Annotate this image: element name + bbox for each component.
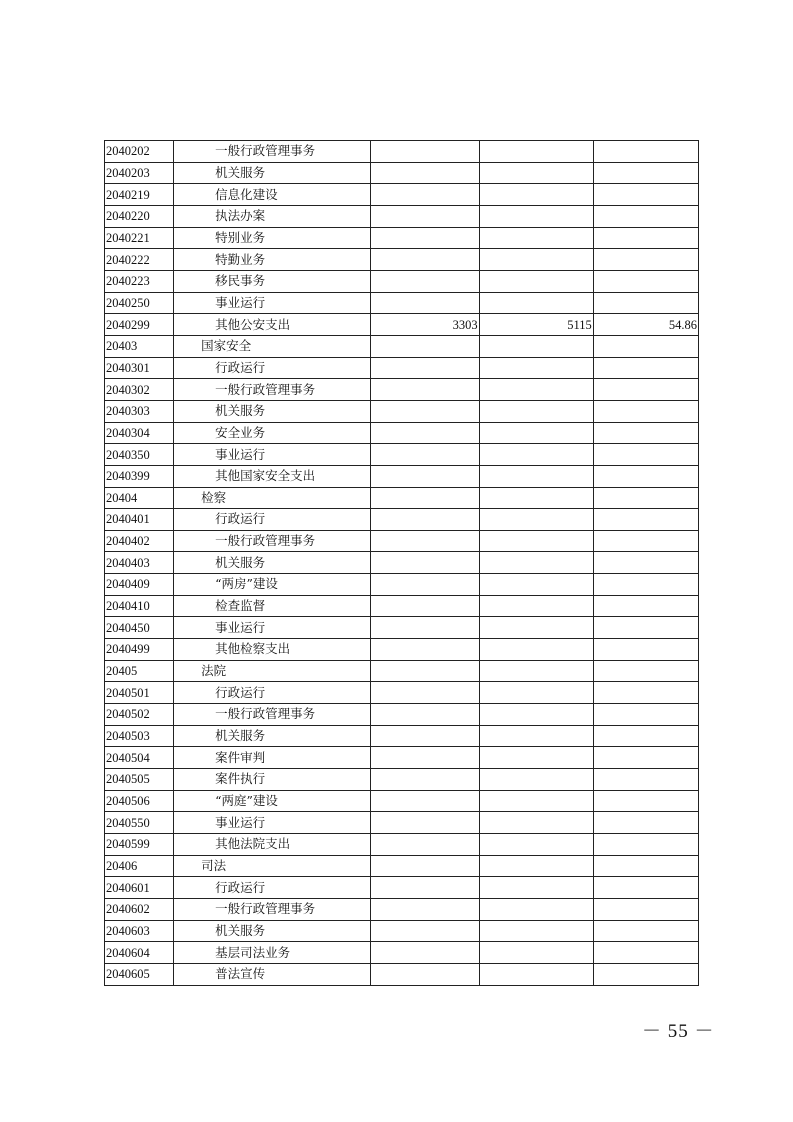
budget-table-body bbox=[105, 141, 699, 986]
row-value-col-3 bbox=[593, 465, 698, 487]
row-value-col-1: 3303 bbox=[371, 314, 479, 336]
row-value-col-3 bbox=[593, 184, 698, 206]
row-code-cell: 2040603 bbox=[105, 920, 174, 942]
row-value-col-2 bbox=[479, 898, 593, 920]
row-value-col-2 bbox=[479, 422, 593, 444]
row-code-cell: 2040221 bbox=[105, 227, 174, 249]
row-value-col-2 bbox=[479, 552, 593, 574]
row-code-cell: 2040503 bbox=[105, 725, 174, 747]
table-row bbox=[105, 314, 699, 336]
row-code-cell: 2040399 bbox=[105, 465, 174, 487]
row-value-col-1 bbox=[371, 422, 479, 444]
row-value-col-1 bbox=[371, 162, 479, 184]
row-value-col-2 bbox=[479, 249, 593, 271]
row-code-cell: 2040301 bbox=[105, 357, 174, 379]
row-value-col-3 bbox=[593, 704, 698, 726]
row-value-col-2 bbox=[479, 141, 593, 163]
row-item-name-cell: 机关服务 bbox=[174, 400, 371, 422]
row-item-name-cell: 基层司法业务 bbox=[174, 942, 371, 964]
row-value-col-2: 5115 bbox=[479, 314, 593, 336]
page-number: － 55 － bbox=[642, 1021, 715, 1042]
row-item-name-cell: 其他国家安全支出 bbox=[174, 465, 371, 487]
row-value-col-3 bbox=[593, 769, 698, 791]
row-item-name-cell: 一般行政管理事务 bbox=[174, 704, 371, 726]
row-value-col-1 bbox=[371, 639, 479, 661]
row-value-col-2 bbox=[479, 530, 593, 552]
row-value-col-3 bbox=[593, 379, 698, 401]
row-value-col-3 bbox=[593, 487, 698, 509]
row-value-col-1 bbox=[371, 877, 479, 899]
row-value-col-2 bbox=[479, 444, 593, 466]
row-code-cell: 2040223 bbox=[105, 270, 174, 292]
row-item-name-cell: 事业运行 bbox=[174, 617, 371, 639]
row-value-col-2 bbox=[479, 465, 593, 487]
row-value-col-1 bbox=[371, 704, 479, 726]
row-value-col-1 bbox=[371, 660, 479, 682]
row-value-col-3 bbox=[593, 249, 698, 271]
row-value-col-1 bbox=[371, 530, 479, 552]
row-code-cell: 2040502 bbox=[105, 704, 174, 726]
table-row bbox=[105, 335, 699, 357]
row-value-col-3 bbox=[593, 400, 698, 422]
row-value-col-3 bbox=[593, 790, 698, 812]
row-code-cell: 2040505 bbox=[105, 769, 174, 791]
table-row bbox=[105, 812, 699, 834]
row-value-col-1 bbox=[371, 595, 479, 617]
row-value-col-2 bbox=[479, 682, 593, 704]
row-code-cell: 2040403 bbox=[105, 552, 174, 574]
row-item-name-cell: “两庭”建设 bbox=[174, 790, 371, 812]
row-value-col-1 bbox=[371, 942, 479, 964]
row-value-col-3 bbox=[593, 898, 698, 920]
row-value-col-2 bbox=[479, 400, 593, 422]
row-value-col-2 bbox=[479, 855, 593, 877]
row-value-col-1 bbox=[371, 141, 479, 163]
table-row bbox=[105, 357, 699, 379]
row-value-col-1 bbox=[371, 357, 479, 379]
row-code-cell: 2040203 bbox=[105, 162, 174, 184]
row-value-col-2 bbox=[479, 617, 593, 639]
row-value-col-3 bbox=[593, 162, 698, 184]
table-row bbox=[105, 790, 699, 812]
row-value-col-2 bbox=[479, 292, 593, 314]
table-row bbox=[105, 400, 699, 422]
table-row bbox=[105, 617, 699, 639]
row-value-col-1 bbox=[371, 249, 479, 271]
row-value-col-2 bbox=[479, 877, 593, 899]
row-code-cell: 20403 bbox=[105, 335, 174, 357]
row-value-col-3 bbox=[593, 855, 698, 877]
row-value-col-3 bbox=[593, 660, 698, 682]
row-item-name-cell: “两房”建设 bbox=[174, 574, 371, 596]
table-row bbox=[105, 552, 699, 574]
table-row bbox=[105, 249, 699, 271]
row-value-col-3 bbox=[593, 595, 698, 617]
table-row bbox=[105, 834, 699, 856]
row-value-col-3 bbox=[593, 422, 698, 444]
row-value-col-1 bbox=[371, 747, 479, 769]
row-item-name-cell: 一般行政管理事务 bbox=[174, 530, 371, 552]
row-value-col-3 bbox=[593, 682, 698, 704]
row-code-cell: 2040550 bbox=[105, 812, 174, 834]
row-value-col-1 bbox=[371, 920, 479, 942]
row-value-col-1 bbox=[371, 769, 479, 791]
row-code-cell: 2040401 bbox=[105, 509, 174, 531]
row-value-col-3 bbox=[593, 812, 698, 834]
table-row bbox=[105, 379, 699, 401]
table-row bbox=[105, 877, 699, 899]
table-row bbox=[105, 162, 699, 184]
table-row bbox=[105, 465, 699, 487]
row-value-col-2 bbox=[479, 790, 593, 812]
row-item-name-cell: 机关服务 bbox=[174, 162, 371, 184]
row-value-col-2 bbox=[479, 487, 593, 509]
row-code-cell: 2040602 bbox=[105, 898, 174, 920]
row-code-cell: 20405 bbox=[105, 660, 174, 682]
row-value-col-2 bbox=[479, 747, 593, 769]
row-value-col-1 bbox=[371, 790, 479, 812]
row-code-cell: 2040302 bbox=[105, 379, 174, 401]
table-row bbox=[105, 574, 699, 596]
row-item-name-cell: 信息化建设 bbox=[174, 184, 371, 206]
row-value-col-2 bbox=[479, 162, 593, 184]
table-row bbox=[105, 855, 699, 877]
row-value-col-1 bbox=[371, 444, 479, 466]
row-value-col-3 bbox=[593, 617, 698, 639]
row-value-col-3 bbox=[593, 270, 698, 292]
row-value-col-3 bbox=[593, 205, 698, 227]
table-row bbox=[105, 942, 699, 964]
row-value-col-2 bbox=[479, 725, 593, 747]
row-value-col-3 bbox=[593, 747, 698, 769]
row-item-name-cell: 其他法院支出 bbox=[174, 834, 371, 856]
row-item-name-cell: 案件执行 bbox=[174, 769, 371, 791]
row-item-name-cell: 执法办案 bbox=[174, 205, 371, 227]
table-row bbox=[105, 747, 699, 769]
row-value-col-3 bbox=[593, 920, 698, 942]
row-value-col-3 bbox=[593, 530, 698, 552]
row-item-name-cell: 安全业务 bbox=[174, 422, 371, 444]
table-row bbox=[105, 898, 699, 920]
row-code-cell: 2040219 bbox=[105, 184, 174, 206]
row-item-name-cell: 特别业务 bbox=[174, 227, 371, 249]
row-value-col-2 bbox=[479, 639, 593, 661]
row-item-name-cell: 一般行政管理事务 bbox=[174, 898, 371, 920]
row-value-col-2 bbox=[479, 574, 593, 596]
row-code-cell: 2040409 bbox=[105, 574, 174, 596]
row-code-cell: 2040402 bbox=[105, 530, 174, 552]
row-value-col-3 bbox=[593, 227, 698, 249]
row-item-name-cell: 机关服务 bbox=[174, 920, 371, 942]
row-value-col-1 bbox=[371, 725, 479, 747]
row-value-col-2 bbox=[479, 920, 593, 942]
table-row bbox=[105, 639, 699, 661]
table-row bbox=[105, 769, 699, 791]
row-value-col-2 bbox=[479, 834, 593, 856]
row-value-col-3 bbox=[593, 834, 698, 856]
row-value-col-1 bbox=[371, 487, 479, 509]
row-value-col-3 bbox=[593, 444, 698, 466]
row-code-cell: 2040220 bbox=[105, 205, 174, 227]
row-code-cell: 2040599 bbox=[105, 834, 174, 856]
row-item-name-cell: 行政运行 bbox=[174, 357, 371, 379]
row-value-col-1 bbox=[371, 379, 479, 401]
row-value-col-2 bbox=[479, 335, 593, 357]
row-value-col-1 bbox=[371, 227, 479, 249]
table-row bbox=[105, 184, 699, 206]
row-code-cell: 20404 bbox=[105, 487, 174, 509]
table-row bbox=[105, 292, 699, 314]
row-item-name-cell: 普法宣传 bbox=[174, 963, 371, 985]
row-value-col-2 bbox=[479, 704, 593, 726]
row-value-col-3 bbox=[593, 335, 698, 357]
table-row bbox=[105, 963, 699, 985]
row-code-cell: 2040299 bbox=[105, 314, 174, 336]
row-value-col-2 bbox=[479, 184, 593, 206]
row-item-name-cell: 机关服务 bbox=[174, 552, 371, 574]
row-item-name-cell: 事业运行 bbox=[174, 444, 371, 466]
budget-table bbox=[104, 140, 699, 986]
row-item-name-cell: 一般行政管理事务 bbox=[174, 141, 371, 163]
row-value-col-2 bbox=[479, 227, 593, 249]
row-item-name-cell: 特勤业务 bbox=[174, 249, 371, 271]
row-value-col-2 bbox=[479, 595, 593, 617]
row-value-col-2 bbox=[479, 509, 593, 531]
row-item-name-cell: 事业运行 bbox=[174, 812, 371, 834]
table-row bbox=[105, 530, 699, 552]
row-value-col-3 bbox=[593, 357, 698, 379]
row-value-col-3 bbox=[593, 942, 698, 964]
row-item-name-cell: 国家安全 bbox=[174, 335, 371, 357]
row-code-cell: 2040350 bbox=[105, 444, 174, 466]
row-code-cell: 2040303 bbox=[105, 400, 174, 422]
row-value-col-3 bbox=[593, 877, 698, 899]
row-item-name-cell: 事业运行 bbox=[174, 292, 371, 314]
row-value-col-1 bbox=[371, 812, 479, 834]
row-value-col-1 bbox=[371, 834, 479, 856]
row-item-name-cell: 行政运行 bbox=[174, 682, 371, 704]
row-value-col-1 bbox=[371, 682, 479, 704]
table-row bbox=[105, 725, 699, 747]
row-item-name-cell: 行政运行 bbox=[174, 509, 371, 531]
table-row bbox=[105, 660, 699, 682]
row-value-col-2 bbox=[479, 769, 593, 791]
row-value-col-3 bbox=[593, 552, 698, 574]
table-row bbox=[105, 682, 699, 704]
row-item-name-cell: 一般行政管理事务 bbox=[174, 379, 371, 401]
row-code-cell: 2040501 bbox=[105, 682, 174, 704]
row-value-col-1 bbox=[371, 270, 479, 292]
row-code-cell: 2040504 bbox=[105, 747, 174, 769]
row-value-col-3 bbox=[593, 141, 698, 163]
row-item-name-cell: 法院 bbox=[174, 660, 371, 682]
row-item-name-cell: 司法 bbox=[174, 855, 371, 877]
table-row bbox=[105, 704, 699, 726]
row-code-cell: 2040450 bbox=[105, 617, 174, 639]
table-row bbox=[105, 920, 699, 942]
row-item-name-cell: 行政运行 bbox=[174, 877, 371, 899]
row-code-cell: 2040499 bbox=[105, 639, 174, 661]
row-item-name-cell: 机关服务 bbox=[174, 725, 371, 747]
row-value-col-1 bbox=[371, 400, 479, 422]
row-value-col-2 bbox=[479, 812, 593, 834]
row-value-col-1 bbox=[371, 898, 479, 920]
row-value-col-2 bbox=[479, 660, 593, 682]
row-code-cell: 2040506 bbox=[105, 790, 174, 812]
row-code-cell: 2040304 bbox=[105, 422, 174, 444]
row-code-cell: 20406 bbox=[105, 855, 174, 877]
table-row bbox=[105, 141, 699, 163]
row-value-col-1 bbox=[371, 184, 479, 206]
row-code-cell: 2040604 bbox=[105, 942, 174, 964]
row-value-col-3: 54.86 bbox=[593, 314, 698, 336]
row-value-col-2 bbox=[479, 270, 593, 292]
row-value-col-1 bbox=[371, 335, 479, 357]
row-value-col-3 bbox=[593, 574, 698, 596]
row-value-col-1 bbox=[371, 552, 479, 574]
table-row bbox=[105, 227, 699, 249]
row-code-cell: 2040605 bbox=[105, 963, 174, 985]
row-code-cell: 2040250 bbox=[105, 292, 174, 314]
row-value-col-2 bbox=[479, 379, 593, 401]
row-item-name-cell: 检察 bbox=[174, 487, 371, 509]
row-value-col-1 bbox=[371, 205, 479, 227]
row-item-name-cell: 检查监督 bbox=[174, 595, 371, 617]
row-code-cell: 2040222 bbox=[105, 249, 174, 271]
row-value-col-2 bbox=[479, 942, 593, 964]
row-value-col-2 bbox=[479, 963, 593, 985]
table-row bbox=[105, 595, 699, 617]
row-value-col-3 bbox=[593, 725, 698, 747]
row-code-cell: 2040202 bbox=[105, 141, 174, 163]
table-row bbox=[105, 509, 699, 531]
row-value-col-1 bbox=[371, 617, 479, 639]
row-value-col-1 bbox=[371, 292, 479, 314]
row-code-cell: 2040410 bbox=[105, 595, 174, 617]
row-item-name-cell: 案件审判 bbox=[174, 747, 371, 769]
row-value-col-3 bbox=[593, 963, 698, 985]
row-code-cell: 2040601 bbox=[105, 877, 174, 899]
row-value-col-3 bbox=[593, 292, 698, 314]
table-row bbox=[105, 487, 699, 509]
table-row bbox=[105, 205, 699, 227]
row-value-col-2 bbox=[479, 357, 593, 379]
row-value-col-1 bbox=[371, 963, 479, 985]
row-item-name-cell: 其他公安支出 bbox=[174, 314, 371, 336]
row-value-col-1 bbox=[371, 574, 479, 596]
row-item-name-cell: 其他检察支出 bbox=[174, 639, 371, 661]
row-value-col-1 bbox=[371, 509, 479, 531]
table-row bbox=[105, 444, 699, 466]
table-row bbox=[105, 422, 699, 444]
row-value-col-1 bbox=[371, 855, 479, 877]
row-value-col-3 bbox=[593, 509, 698, 531]
row-value-col-2 bbox=[479, 205, 593, 227]
row-item-name-cell: 移民事务 bbox=[174, 270, 371, 292]
row-value-col-3 bbox=[593, 639, 698, 661]
row-value-col-1 bbox=[371, 465, 479, 487]
table-row bbox=[105, 270, 699, 292]
